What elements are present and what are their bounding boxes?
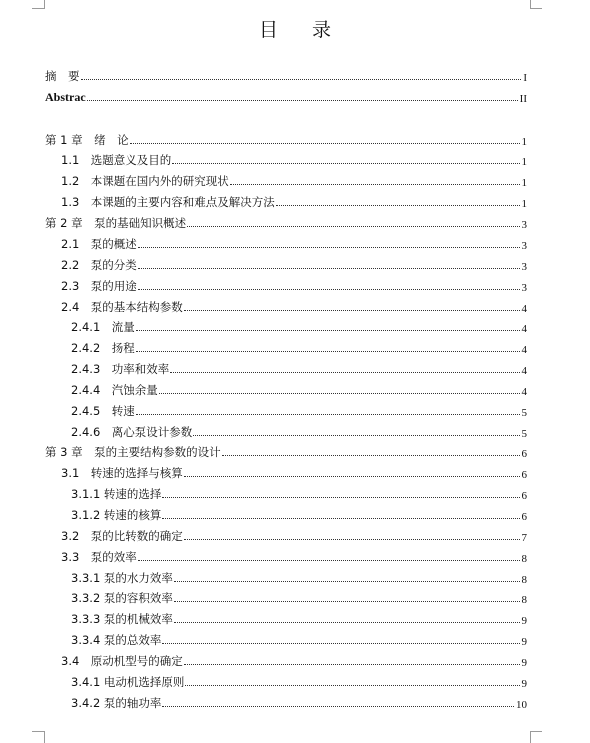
crop-mark-tr-v [530, 0, 531, 9]
toc-entry-title: 2.2 泵的分类 [61, 258, 137, 272]
toc-entry-title: 3.3.4 泵的总效率 [71, 633, 162, 647]
toc-entry-page-number: 10 [516, 699, 527, 711]
toc-entry-page-number: 1 [521, 198, 527, 210]
toc-entry-page-number: 6 [521, 469, 527, 481]
toc-entry[interactable] [61, 274, 527, 294]
toc-entry-title: 3.2 泵的比转数的确定 [61, 529, 183, 543]
toc-entry[interactable] [71, 628, 527, 648]
crop-mark-br-v [530, 731, 531, 743]
toc-entry-title: 3.4.1 电动机选择原则 [71, 675, 185, 689]
toc-entry-page-number: II [519, 93, 527, 105]
toc-entry-title: 1.2 本课题在国内外的研究现状 [61, 174, 229, 188]
dot-leader [187, 226, 519, 227]
toc-entry[interactable] [71, 691, 527, 711]
dot-leader [138, 268, 520, 269]
toc-entry[interactable] [45, 440, 527, 460]
toc-entry[interactable] [61, 232, 527, 252]
dot-leader [174, 581, 520, 582]
toc-entry-page-number: 8 [521, 553, 527, 565]
dot-leader [170, 372, 519, 373]
toc-entry-title: 3.4.2 泵的轴功率 [71, 696, 162, 710]
toc-entry-page-number: 4 [521, 344, 527, 356]
dot-leader [130, 143, 520, 144]
toc-entry[interactable] [61, 524, 527, 544]
toc-entry[interactable] [61, 148, 527, 168]
toc-entry-page-number: 6 [521, 511, 527, 523]
crop-mark-br-h [530, 731, 542, 732]
dot-leader [162, 518, 519, 519]
dot-leader [162, 643, 519, 644]
toc-entry-page-number: 6 [521, 490, 527, 502]
dot-leader [172, 163, 519, 164]
toc-entry-page-number: 3 [521, 282, 527, 294]
toc-entry-page-number: 4 [521, 323, 527, 335]
dot-leader [138, 560, 520, 561]
toc-entry-page-number: 8 [521, 594, 527, 606]
crop-mark-tl-h [32, 8, 44, 9]
toc-entry-title: 3.1.2 转速的核算 [71, 508, 162, 522]
toc-entry[interactable] [61, 169, 527, 189]
toc-entry-page-number: 9 [521, 636, 527, 648]
toc-entry-title: 3.3.1 泵的水力效率 [71, 571, 173, 585]
dot-leader [222, 455, 520, 456]
toc-entry-page-number: 3 [521, 219, 527, 231]
toc-entry-title: 3.3 泵的效率 [61, 550, 137, 564]
toc-entry-page-number: 9 [521, 678, 527, 690]
toc-entry-page-number: 9 [521, 657, 527, 669]
toc-entry[interactable] [45, 128, 527, 148]
toc-entry-page-number: 7 [521, 532, 527, 544]
dot-leader [184, 310, 520, 311]
toc-entry-title: 2.4.2 扬程 [71, 341, 135, 355]
toc-entry-page-number: 1 [521, 177, 527, 189]
toc-entry-page-number: 5 [521, 407, 527, 419]
dot-leader [162, 497, 519, 498]
crop-mark-tr-h [530, 8, 542, 9]
dot-leader [276, 205, 520, 206]
toc-entry-title: 2.4.3 功率和效率 [71, 362, 170, 376]
toc-entry[interactable] [45, 211, 527, 231]
dot-leader [136, 330, 520, 331]
toc-entry-page-number: 4 [521, 386, 527, 398]
dot-leader [184, 664, 520, 665]
dot-leader [159, 393, 520, 394]
toc-entry-title: Abstrac [45, 90, 86, 104]
dot-leader [184, 476, 520, 477]
toc-entry-page-number: 8 [521, 574, 527, 586]
toc-entry-page-number: 3 [521, 261, 527, 273]
toc-entry-page-number: 4 [521, 303, 527, 315]
dot-leader [136, 351, 520, 352]
toc-entry[interactable] [71, 378, 527, 398]
toc-entry-title: 1.1 选题意义及目的 [61, 153, 172, 167]
toc-entry-page-number: 3 [521, 240, 527, 252]
toc-entry-title: 第 1 章 绪 论 [45, 133, 129, 147]
toc-entry[interactable] [61, 295, 527, 315]
dot-leader [193, 435, 519, 436]
toc-entry-title: 2.4.4 汽蚀余量 [71, 383, 158, 397]
dot-leader [174, 622, 520, 623]
toc-entry-title: 第 3 章 泵的主要结构参数的设计 [45, 445, 221, 459]
toc-entry-title: 2.1 泵的概述 [61, 237, 137, 251]
toc-entry-title: 摘 要 [45, 69, 80, 83]
toc-entry-title: 2.3 泵的用途 [61, 279, 137, 293]
toc-entry-title: 2.4.5 转速 [71, 404, 135, 418]
toc-entry-page-number: 1 [521, 156, 527, 168]
toc-entry[interactable] [71, 315, 527, 335]
dot-leader [87, 100, 518, 101]
toc-entry[interactable] [71, 420, 527, 440]
toc-entry-title: 2.4.1 流量 [71, 320, 135, 334]
toc-entry[interactable] [71, 586, 527, 606]
toc-entry-page-number: 4 [521, 365, 527, 377]
dot-leader [138, 289, 520, 290]
dot-leader [136, 414, 520, 415]
page-title: 目 录 [258, 19, 346, 41]
toc-entry[interactable] [71, 566, 527, 586]
toc-entry-title: 3.4 原动机型号的确定 [61, 654, 183, 668]
toc-entry-page-number: 6 [521, 448, 527, 460]
dot-leader [185, 685, 519, 686]
toc-entry-title: 2.4.6 离心泵设计参数 [71, 425, 193, 439]
toc-entry[interactable] [45, 64, 527, 84]
crop-mark-bl-h [32, 731, 44, 732]
toc-entry[interactable] [61, 190, 527, 210]
toc-entry[interactable] [71, 357, 527, 377]
dot-leader [184, 539, 520, 540]
toc-entry[interactable] [61, 649, 527, 669]
toc-entry-title: 3.3.3 泵的机械效率 [71, 612, 173, 626]
dot-leader [162, 706, 514, 707]
toc-entry-page-number: 5 [521, 428, 527, 440]
toc-entry[interactable] [71, 503, 527, 523]
toc-entry-title: 3.3.2 泵的容积效率 [71, 591, 173, 605]
dot-leader [230, 184, 520, 185]
crop-mark-bl-v [44, 731, 45, 743]
toc-entry[interactable] [61, 253, 527, 273]
dot-leader [174, 601, 520, 602]
toc-entry-title: 3.1 转速的选择与核算 [61, 466, 183, 480]
dot-leader [81, 79, 522, 80]
toc-entry[interactable] [71, 482, 527, 502]
crop-mark-tl-v [44, 0, 45, 9]
toc-entry[interactable] [45, 85, 527, 105]
dot-leader [138, 247, 520, 248]
toc-entry-page-number: I [523, 72, 527, 84]
toc-entry[interactable] [61, 545, 527, 565]
toc-entry-title: 3.1.1 转速的选择 [71, 487, 162, 501]
toc-entry[interactable] [71, 607, 527, 627]
toc-entry[interactable] [71, 336, 527, 356]
toc-entry-page-number: 1 [521, 136, 527, 148]
toc-entry-title: 第 2 章 泵的基础知识概述 [45, 216, 187, 230]
toc-entry[interactable] [71, 399, 527, 419]
toc-entry[interactable] [61, 461, 527, 481]
toc-entry-title: 2.4 泵的基本结构参数 [61, 300, 183, 314]
toc-entry-page-number: 9 [521, 615, 527, 627]
toc-entry[interactable] [71, 670, 527, 690]
toc-entry-title: 1.3 本课题的主要内容和难点及解决方法 [61, 195, 275, 209]
